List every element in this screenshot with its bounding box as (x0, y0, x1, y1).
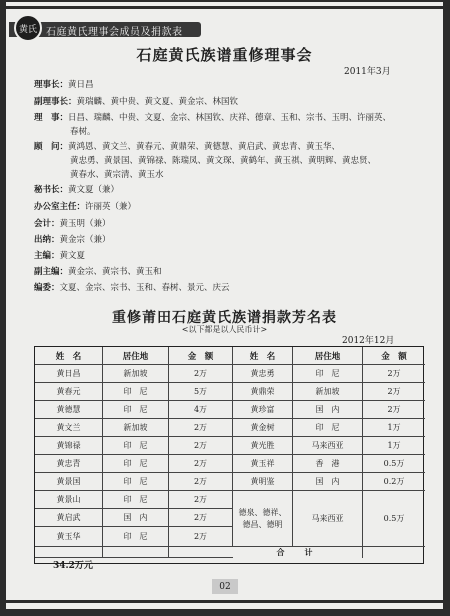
council-date: 2011年3月 (344, 67, 391, 77)
donor-name: 黄景山 (35, 491, 103, 509)
donor-amount: 2万 (363, 365, 425, 383)
row-label: 会计： (34, 219, 60, 229)
donor-residence: 香 港 (293, 455, 363, 473)
council-title: 石庭黄氏族谱重修理事会 (136, 46, 313, 64)
donor-amount: 1万 (363, 437, 425, 455)
donor-name: 黄景国 (35, 473, 103, 491)
donor-amount: 0.2万 (363, 473, 425, 491)
column-header: 居住地 (293, 347, 363, 365)
column-header: 金 额 (169, 347, 233, 365)
donor-amount: 0.5万 (363, 455, 425, 473)
row-value: 黄玉明（兼） (59, 219, 111, 229)
donor-name: 黄日昌 (35, 365, 103, 383)
row-label: 理 事： (34, 113, 69, 123)
row-label: 秘书长： (34, 185, 69, 195)
page (6, 2, 443, 609)
donor-residence: 印 尼 (103, 473, 169, 491)
row-value: 日昌、瑞麟、中贵、文夏、金宗、林国钦、庆祥、德章、玉和、宗书、玉明、许丽英、 (68, 113, 392, 123)
donor-residence: 印 尼 (103, 491, 169, 509)
council-row-directors (34, 111, 391, 139)
donor-amount: 2万 (169, 491, 233, 509)
total-label: 合 计 (233, 547, 363, 558)
council-row-editorial-board (34, 281, 230, 295)
donor-name: 黄金树 (233, 419, 293, 437)
donor-residence: 印 尼 (293, 419, 363, 437)
row-value-cont: 黄春水、黄宗清、黄玉水 (70, 170, 164, 180)
donor-amount: 5万 (169, 383, 233, 401)
row-value: 黄日昌 (68, 80, 94, 90)
row-value: 黄鸿恩、黄文兰、黄春元、黄鼎荣、黄德慧、黄启武、黄忠青、黄玉华、 (68, 142, 341, 152)
donation-subtitle: <以下都是以人民币计> (181, 325, 268, 334)
row-value: 文夏、金宗、宗书、玉和、春树、景元、庆云 (59, 283, 230, 293)
running-title: 石庭黄氏理事会成员及捐款表 (46, 27, 183, 38)
row-value-cont: 春树。 (70, 127, 96, 137)
donor-residence: 马来西亚 (293, 491, 363, 547)
top-stripe (6, 6, 443, 9)
council-row-chief-editor (34, 249, 85, 263)
empty-cell (103, 547, 169, 558)
donor-amount: 2万 (363, 383, 425, 401)
donor-amount: 2万 (169, 509, 233, 527)
row-value: 黄金宗、黄宗书、黄玉和 (68, 267, 162, 277)
donor-name: 黄德慧 (35, 401, 103, 419)
donor-residence: 国 内 (293, 401, 363, 419)
donor-residence: 印 尼 (103, 401, 169, 419)
row-label: 副主编： (34, 267, 69, 277)
donor-amount: 1万 (363, 419, 425, 437)
donor-name: 黄珍富 (233, 401, 293, 419)
donor-name: 黄鼎荣 (233, 383, 293, 401)
page-number: 02 (212, 579, 238, 594)
donor-name: 黄明鉴 (233, 473, 293, 491)
donor-amount: 2万 (169, 473, 233, 491)
donor-name-group: 德泉、德祥、德昌、德明 (233, 491, 293, 547)
donor-name: 黄春元 (35, 383, 103, 401)
donor-residence: 新加坡 (103, 419, 169, 437)
donor-residence: 印 尼 (103, 527, 169, 547)
council-row-chairman (34, 78, 94, 92)
bottom-stripe (6, 600, 443, 603)
row-label: 副理事长： (34, 97, 77, 107)
column-header: 居住地 (103, 347, 169, 365)
donor-amount: 4万 (169, 401, 233, 419)
donation-date: 2012年12月 (342, 336, 395, 346)
council-row-secretary-general (34, 183, 119, 197)
row-label: 办公室主任： (34, 202, 86, 212)
clan-seal-icon: 黄氏 (14, 14, 42, 42)
column-header: 姓 名 (35, 347, 103, 365)
row-value: 黄文夏 (59, 251, 86, 261)
council-row-advisors (34, 140, 376, 182)
donation-title: 重修莆田石庭黄氏族谱捐款芳名表 (112, 310, 337, 326)
donor-name: 黄玉祥 (233, 455, 293, 473)
empty-cell (169, 547, 233, 558)
donor-residence: 国 内 (103, 509, 169, 527)
row-label: 理事长： (34, 80, 69, 90)
total-value: 34.2万元 (53, 561, 93, 571)
council-row-cashier (34, 233, 111, 247)
donor-residence: 新加坡 (293, 383, 363, 401)
council-row-accountant (34, 217, 111, 231)
row-label: 顾 问： (34, 142, 69, 152)
row-value: 黄金宗（兼） (59, 235, 111, 245)
council-row-office-director (34, 200, 136, 214)
row-value: 许丽英（兼） (85, 202, 137, 212)
empty-cell (35, 547, 103, 558)
donor-name: 黄锦禄 (35, 437, 103, 455)
row-value: 黄瑞麟、黄中贵、黄文夏、黄金宗、林国钦 (76, 97, 239, 107)
donor-residence: 国 内 (293, 473, 363, 491)
donor-residence: 新加坡 (103, 365, 169, 383)
donor-name: 黄忠勇 (233, 365, 293, 383)
donor-amount: 2万 (169, 365, 233, 383)
donor-name: 黄启武 (35, 509, 103, 527)
donor-amount: 2万 (363, 401, 425, 419)
donor-name: 黄玉华 (35, 527, 103, 547)
donor-residence: 马来西亚 (293, 437, 363, 455)
donor-amount: 0.5万 (363, 491, 425, 547)
donor-amount: 2万 (169, 527, 233, 547)
row-label: 编委： (34, 283, 60, 293)
donor-amount: 2万 (169, 455, 233, 473)
row-value-cont: 黄忠勇、黄景国、黄锦禄、陈瑞凤、黄文琛、黄鹤年、黄玉祺、黄明辉、黄忠贤、 (70, 156, 377, 166)
donation-table (34, 346, 424, 571)
donor-amount: 2万 (169, 437, 233, 455)
council-row-vice-chairman (34, 95, 238, 109)
row-label: 主编： (34, 251, 60, 261)
donor-residence: 印 尼 (293, 365, 363, 383)
donor-residence: 印 尼 (103, 455, 169, 473)
column-header: 金 额 (363, 347, 425, 365)
donor-residence: 印 尼 (103, 383, 169, 401)
column-header: 姓 名 (233, 347, 293, 365)
council-row-deputy-editor (34, 265, 162, 279)
donor-residence: 印 尼 (103, 437, 169, 455)
row-value: 黄文夏（兼） (68, 185, 120, 195)
donor-name: 黄光胜 (233, 437, 293, 455)
row-label: 出纳： (34, 235, 60, 245)
donor-name: 黄忠青 (35, 455, 103, 473)
donor-name: 黄文兰 (35, 419, 103, 437)
donor-amount: 2万 (169, 419, 233, 437)
